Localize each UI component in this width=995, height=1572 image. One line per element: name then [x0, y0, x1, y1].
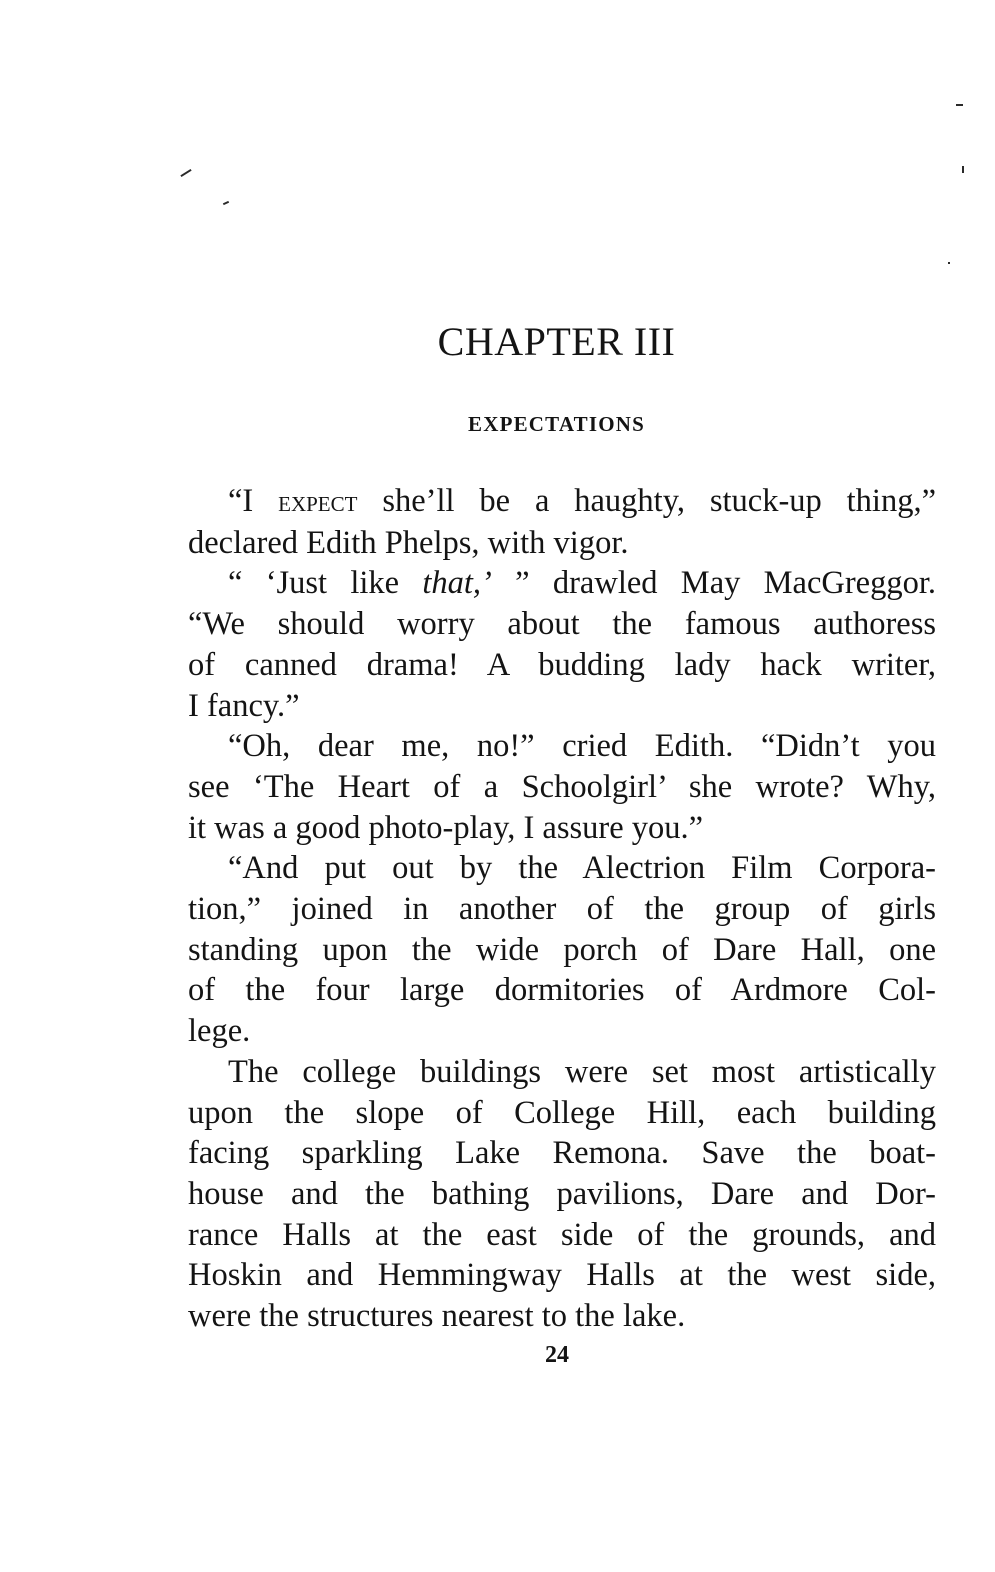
text-line: declared Edith Phelps, with vigor.: [188, 524, 629, 561]
scan-speck: [962, 166, 964, 173]
text-line: tion,” joined in another of the group of girls: [188, 891, 936, 928]
text-line: I fancy.”: [188, 687, 300, 724]
text-line: rance Halls at the east side of the grounds, and: [188, 1216, 936, 1253]
text-line: “And put out by the Alectrion Film Corpora-: [228, 850, 936, 887]
chapter-title: CHAPTER III: [437, 319, 676, 364]
scan-speck: [180, 169, 191, 177]
body-text: [188, 481, 936, 1337]
text-line: of canned drama! A budding lady hack writer,: [188, 646, 936, 683]
scan-speck: [956, 104, 963, 106]
text-line: Hoskin and Hemmingway Halls at the west side,: [188, 1257, 936, 1294]
text-line: house and the bathing pavilions, Dare and Dor-: [188, 1175, 936, 1212]
text-line: of the four large dormitories of Ardmore Col-: [188, 972, 936, 1009]
text-line: standing upon the wide porch of Dare Hall, one: [188, 931, 936, 968]
paragraph: [188, 848, 936, 1052]
scan-speck: [223, 201, 229, 205]
text-line: “Oh, dear me, no!” cried Edith. “Didn’t you: [228, 728, 936, 765]
text-line: lege.: [188, 1013, 251, 1050]
text-line: “ ‘Just like that,’ ” drawled May MacGreggor.: [228, 565, 937, 602]
text-line: “We should worry about the famous authoress: [188, 606, 936, 643]
paragraph: [188, 1052, 936, 1337]
text-line: it was a good photo-play, I assure you.”: [188, 809, 704, 846]
text-line: The college buildings were set most artistically: [228, 1053, 936, 1090]
paragraph: [188, 563, 936, 726]
text-line: “I expect she’ll be a haughty, stuck-up thing,”: [228, 483, 936, 519]
chapter-subtitle: EXPECTATIONS: [468, 412, 645, 436]
paragraph: [188, 481, 936, 563]
text-line: upon the slope of College Hill, each building: [188, 1094, 936, 1131]
text-line: facing sparkling Lake Remona. Save the boat-: [188, 1135, 936, 1172]
text-line: were the structures nearest to the lake.: [188, 1298, 686, 1335]
paragraph: [188, 726, 936, 848]
page-number: 24: [545, 1342, 569, 1368]
scan-speck: [948, 262, 950, 264]
text-line: see ‘The Heart of a Schoolgirl’ she wrote? Why,: [188, 768, 936, 805]
